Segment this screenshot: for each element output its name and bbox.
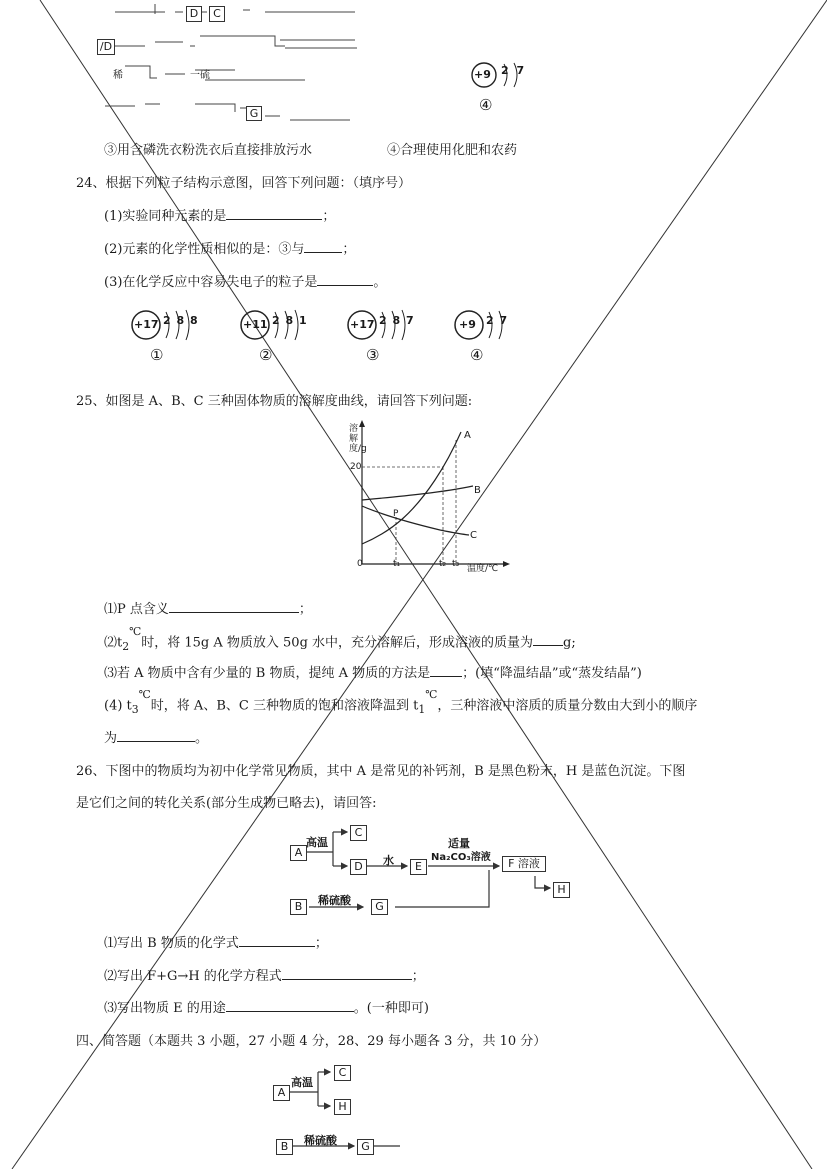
q26-q1-end: ； xyxy=(314,936,328,951)
q24-q1-answer-blank[interactable] xyxy=(226,207,322,220)
chart-x-tick-t1: t₁ xyxy=(393,559,401,569)
chart-x-arrow xyxy=(503,561,510,567)
q25-q2-text: 时，将 15g A 物质放入 50g 水中，充分溶解后，形成溶液的质量为 xyxy=(141,635,534,651)
q25-q4-answer-blank[interactable] xyxy=(117,729,195,742)
q25-q4-text: 时，将 A、B、C 三种物质的饱和溶液降温到 t xyxy=(150,698,419,714)
q25-q4-deg2: ℃ xyxy=(425,688,438,701)
chart-point-p-label: P xyxy=(393,509,399,519)
s4-box-h: H xyxy=(334,1099,351,1115)
chart-series-a xyxy=(362,432,461,544)
particle-1-shells: 2 8 8 xyxy=(163,314,199,327)
q24-question-2 xyxy=(104,238,355,257)
q26-label-appropriate: 适量 xyxy=(448,837,470,850)
q25-q4-deg: ℃ xyxy=(138,688,151,701)
particle-2-shells: 2 8 1 xyxy=(272,314,308,327)
s4-box-g: G xyxy=(357,1139,374,1155)
q26-box-c: C xyxy=(350,825,367,841)
q26-intro-line-2: 是它们之间的转化关系(部分生成物已略去)，请回答: xyxy=(76,796,377,811)
q25-q2-deg: ℃ xyxy=(129,625,142,638)
q23-option-4: ④合理使用化肥和农药 xyxy=(387,143,518,158)
chart-x-tick-t3: t₃ xyxy=(452,559,460,569)
q26-question-3 xyxy=(104,997,429,1016)
q25-q4-text2: ，三种溶液中溶质的质量分数由大到小的顺序 xyxy=(437,698,698,714)
q25-q4-line2-text: 为 xyxy=(104,731,118,746)
q26-question-1 xyxy=(104,932,328,951)
q25-q3-answer-blank[interactable] xyxy=(430,664,462,677)
q26-box-b: B xyxy=(290,899,307,915)
q24-question-3 xyxy=(104,271,386,290)
top-atom-nucleus: +9 xyxy=(474,68,491,81)
q26-q1-answer-blank[interactable] xyxy=(239,934,315,947)
chart-y-tick-20: 20 xyxy=(350,462,362,472)
q26-q3-end: 。(一种即可) xyxy=(353,1001,429,1016)
q25-q1-end: ； xyxy=(298,602,312,617)
section-4-title: 四、简答题（本题共 3 小题，27 小题 4 分，28、29 每小题各 3 分，共 10 分） xyxy=(76,1034,547,1049)
particle-4-nucleus: +9 xyxy=(459,318,476,331)
q24-q3-end: 。 xyxy=(373,275,387,290)
q25-q3-text: ⑶若 A 物质中含有少量的 B 物质，提纯 A 物质的方法是 xyxy=(104,666,431,681)
q26-question-2 xyxy=(104,965,425,984)
q25-q4-sub2: 1 xyxy=(418,702,426,716)
particle-4-shells: 2 7 xyxy=(486,314,509,327)
top-fragment-lines xyxy=(95,0,475,120)
q25-q4-sub: 3 xyxy=(131,702,139,716)
particle-3-nucleus: +17 xyxy=(350,318,375,331)
particle-1-nucleus: +17 xyxy=(134,318,159,331)
q25-question-4-line2 xyxy=(104,727,208,746)
q25-title: 25、如图是 A、B、C 三种固体物质的溶解度曲线，请回答下列问题: xyxy=(76,394,473,409)
top-atom-shell-numbers: 2 7 xyxy=(501,64,527,77)
particle-1-number: ① xyxy=(150,346,164,364)
q24-question-1 xyxy=(104,205,335,224)
solubility-chart-svg xyxy=(345,420,515,580)
q26-q1-text: ⑴写出 B 物质的化学式 xyxy=(104,936,239,951)
q24-q2-end: ； xyxy=(342,242,356,257)
chart-series-c-label: C xyxy=(470,530,477,541)
q26-box-h: H xyxy=(553,882,570,898)
q25-q2-prefix: ⑵t xyxy=(104,635,123,651)
chart-series-a-label: A xyxy=(464,430,471,441)
q26-box-g: G xyxy=(371,899,388,915)
q26-q2-answer-blank[interactable] xyxy=(282,967,412,980)
s4-label-high-temp: 高温 xyxy=(291,1076,313,1089)
q25-q1-text: ⑴P 点含义 xyxy=(104,602,169,617)
q26-label-water: 水 xyxy=(383,854,394,867)
q25-q4-end: 。 xyxy=(195,731,209,746)
chart-series-c xyxy=(362,506,469,535)
q25-question-2 xyxy=(104,625,576,653)
q26-q2-text: ⑵写出 F+G→H 的化学方程式 xyxy=(104,969,282,984)
q24-title: 24、根据下列粒子结构示意图，回答下列问题：（填序号） xyxy=(76,176,412,191)
chart-series-b-label: B xyxy=(474,485,481,496)
particle-2-nucleus: +11 xyxy=(243,318,268,331)
particle-2-number: ② xyxy=(259,346,273,364)
s4-box-b: B xyxy=(276,1139,293,1155)
chart-origin-label: 0 xyxy=(357,559,363,569)
q25-question-3 xyxy=(104,662,642,681)
s4-box-c: C xyxy=(334,1065,351,1081)
q26-box-d: D xyxy=(350,859,367,875)
particle-3-shells: 2 8 7 xyxy=(379,314,415,327)
q26-label-na2co3: Na₂CO₃溶液 xyxy=(431,852,491,863)
q26-q3-text: ⑶写出物质 E 的用途 xyxy=(104,1001,226,1016)
q25-q3-end: ；(填“降温结晶”或“蒸发结晶”) xyxy=(462,666,642,681)
q26-label-dilute-h2so4: 稀硫酸 xyxy=(318,894,351,907)
q26-intro-line-1: 26、下图中的物质均为初中化学常见物质，其中 A 是常见的补钙剂，B 是黑色粉末，H 是蓝色沉淀。下图 xyxy=(76,764,686,779)
q25-q2-answer-blank[interactable] xyxy=(533,633,563,646)
s4-label-dilute-h2so4: 稀硫酸 xyxy=(304,1134,337,1147)
q24-q3-text: (3)在化学反应中容易失电子的粒子是 xyxy=(104,275,318,290)
top-box-c: C xyxy=(209,6,225,22)
top-label-dilute: 稀 xyxy=(113,70,123,81)
top-box-d: D xyxy=(186,6,202,22)
particle-4-number: ④ xyxy=(470,346,484,364)
q26-box-f: F 溶液 xyxy=(502,856,546,872)
q24-q2-text: (2)元素的化学性质相似的是：③与 xyxy=(104,242,305,257)
chart-x-label: 温度/℃ xyxy=(467,564,499,574)
top-box-d2: /D xyxy=(97,39,115,55)
q24-q3-answer-blank[interactable] xyxy=(317,273,373,286)
q23-option-3: ③用含磷洗衣粉洗衣后直接排放污水 xyxy=(104,143,313,158)
q26-box-a: A xyxy=(290,845,307,861)
q25-q4-prefix: (4) t xyxy=(104,698,132,714)
chart-x-tick-t2: t₂ xyxy=(439,559,447,569)
q25-question-1 xyxy=(104,598,312,617)
q24-q1-end: ； xyxy=(322,209,336,224)
q25-q1-answer-blank[interactable] xyxy=(169,600,299,613)
chart-y-label: 溶解度/g xyxy=(349,424,367,454)
top-box-g: G xyxy=(246,106,262,121)
q25-q2-end: g; xyxy=(563,635,576,651)
q24-q2-answer-blank[interactable] xyxy=(304,240,342,253)
q26-box-e: E xyxy=(410,859,427,875)
q26-q2-end: ； xyxy=(411,969,425,984)
q24-q1-text: (1)实验同种元素的是 xyxy=(104,209,227,224)
q26-label-high-temp: 高温 xyxy=(306,836,328,849)
q26-q3-answer-blank[interactable] xyxy=(226,999,354,1012)
s4-box-a: A xyxy=(273,1085,290,1101)
q25-question-4 xyxy=(104,688,698,716)
q25-q2-sub: 2 xyxy=(122,639,130,653)
particle-3-number: ③ xyxy=(366,346,380,364)
top-atom-number: ④ xyxy=(479,96,493,114)
top-label-acid: 一硫 xyxy=(190,70,210,81)
